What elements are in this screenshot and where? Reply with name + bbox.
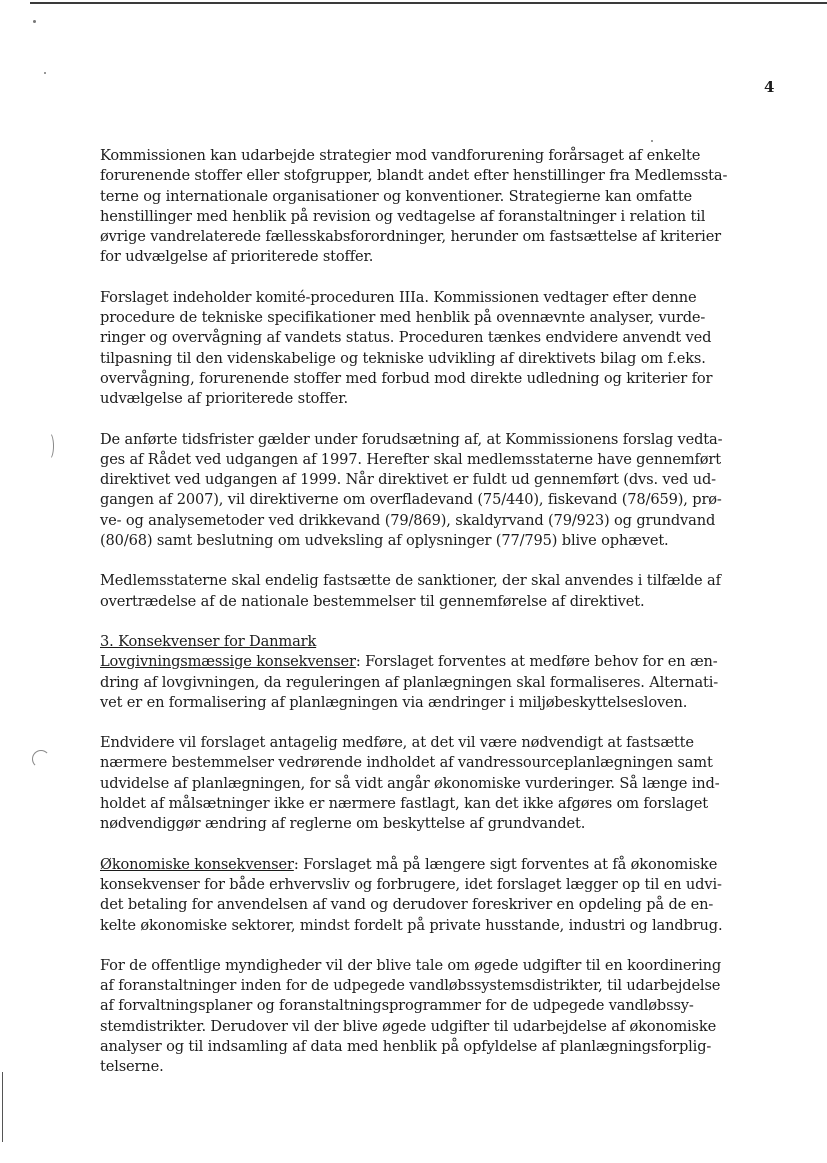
text-line: nærmere bestemmelser vedrørende indholdet af vandressourceplanlægningen samt [100, 754, 713, 772]
text-line: De anførte tidsfrister gælder under forudsætning af, at Kommissionens forslag vedta- [100, 430, 723, 448]
text-line [100, 652, 790, 672]
scan-mark [44, 432, 54, 460]
text-line: henstillinger med henblik på revision og vedtagelse af foranstaltninger i relation til [100, 207, 706, 225]
text-line: konsekvenser for både erhvervsliv og forbrugere, idet forslaget lægger op til en udvi- [100, 875, 722, 893]
scan-mark [32, 750, 50, 768]
text-fragment: : Forslaget forventes at medføre behov for en æn- [355, 653, 718, 671]
scan-speck [651, 140, 653, 142]
paragraph-economic [100, 855, 790, 936]
paragraph-sanctions [100, 571, 790, 612]
text-line: (80/68) samt beslutning om udveksling af oplysninger (77/795) blive ophævet. [100, 532, 669, 550]
text-line: for udvælgelse af prioriterede stoffer. [100, 248, 374, 266]
text-line: Kommissionen kan udarbejde strategier mod vandforurening forårsaget af enkelte [100, 147, 701, 164]
text-line: det betaling for anvendelsen af vand og derudover foreskriver en opdeling på de en- [100, 896, 714, 914]
text-line: Endvidere vil forslaget antagelig medføre, at det vil være nødvendigt at fastsætte [100, 734, 694, 752]
text-line: holdet af målsætninger ikke er nærmere fastlagt, kan det ikke afgøres om forslaget [100, 795, 708, 813]
text-line: ges af Rådet ved udgangen af 1997. Herefter skal medlemsstaterne have gennemført [100, 450, 721, 468]
left-margin-line [2, 1072, 3, 1142]
text-line: stemdistrikter. Derudover vil der blive øgede udgifter til udarbejdelse af økonomiske [100, 1017, 717, 1035]
page-number: 4 [764, 78, 775, 96]
text-line: udvidelse af planlægningen, for så vidt angår økonomiske vurderinger. Så længe ind- [100, 774, 720, 792]
text-line: overvågning, forurenende stoffer med forbud mod direkte udledning og kriterier for [100, 369, 713, 387]
scan-speck [44, 72, 46, 74]
paragraph-committee-procedure [100, 288, 790, 410]
text-line: ve- og analysemetoder ved drikkevand (79/869), skaldyrvand (79/923) og grundvand [100, 511, 716, 529]
text-line: For de offentlige myndigheder vil der blive tale om øgede udgifter til en koordinering [100, 956, 722, 974]
paragraph-deadlines [100, 430, 790, 552]
text-line: udvælgelse af prioriterede stoffer. [100, 390, 349, 408]
text-line: gangen af 2007), vil direktiverne om overfladevand (75/440), fiskevand (78/659), prø- [100, 491, 722, 509]
text-fragment: : Forslaget må på længere sigt forventes at få økonomiske [293, 855, 718, 873]
text-line: terne og internationale organisationer og konventioner. Strategierne kan omfatte [100, 187, 693, 205]
text-line [100, 855, 790, 875]
text-line: Forslaget indeholder komité-proceduren IIIa. Kommissionen vedtager efter denne [100, 288, 697, 306]
text-line: overtrædelse af de nationale bestemmelser til gennemførelse af direktivet. [100, 592, 645, 610]
text-line: øvrige vandrelaterede fællesskabsforordninger, herunder om fastsættelse af kriterier [100, 228, 722, 246]
legal-consequences-label: Lovgivningsmæssige konsekvenser [100, 653, 356, 671]
paragraph-further [100, 733, 790, 834]
paragraph-public-authorities [100, 956, 790, 1078]
text-line: Medlemsstaterne skal endelig fastsætte de sanktioner, der skal anvendes i tilfælde af [100, 572, 721, 590]
text-line: kelte økonomiske sektorer, mindst fordelt på private husstande, industri og landbrug. [100, 916, 723, 934]
document-body [100, 146, 790, 1078]
economic-consequences-label: Økonomiske konsekvenser [100, 855, 294, 873]
text-line: direktivet ved udgangen af 1999. Når direktivet er fuldt ud gennemført (dvs. ved ud- [100, 471, 716, 489]
section-consequences-denmark [100, 632, 790, 713]
scan-speck [33, 20, 36, 23]
text-line: vet er en formalisering af planlægningen via ændringer i miljøbeskyttelsesloven. [100, 693, 688, 711]
text-line: forurenende stoffer eller stofgrupper, blandt andet efter henstillinger fra Medlemssta- [100, 167, 728, 185]
text-line: tilpasning til den videnskabelige og tekniske udvikling af direktivets bilag om f.eks. [100, 349, 706, 367]
section-heading: 3. Konsekvenser for Danmark [100, 632, 317, 650]
text-line: telserne. [100, 1058, 164, 1076]
paragraph-strategies [100, 146, 790, 268]
text-line: af forvaltningsplaner og foranstaltningsprogrammer for de udpegede vandløbssy- [100, 997, 694, 1015]
top-border-line [30, 2, 827, 4]
text-line: af foranstaltninger inden for de udpegede vandløbssystemsdistrikter, til udarbejdelse [100, 977, 721, 995]
text-line: ringer og overvågning af vandets status. Proceduren tænkes endvidere anvendt ved [100, 329, 712, 347]
text-line: analyser og til indsamling af data med henblik på opfyldelse af planlægningsforplig- [100, 1037, 712, 1055]
text-line: nødvendiggør ændring af reglerne om beskyttelse af grundvandet. [100, 815, 586, 833]
text-line: dring af lovgivningen, da reguleringen af planlægningen skal formaliseres. Alternati- [100, 673, 719, 691]
text-line: procedure de tekniske specifikationer med henblik på ovennævnte analyser, vurde- [100, 309, 706, 327]
